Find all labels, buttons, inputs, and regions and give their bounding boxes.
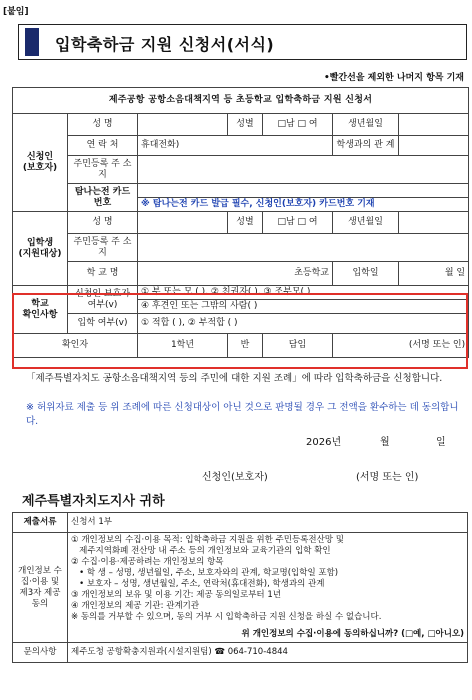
declaration-text: 「제주특별자치도 공항소음대책지역 등의 주민에 대한 지원 조례」에 따라 입학축하금을 신청합니다. — [26, 373, 443, 384]
student-admission-field[interactable]: 월 일 — [399, 262, 469, 286]
applicant-contact-label: 연 락 처 — [68, 136, 138, 156]
guardian-check-label: 신청인 보호자 여부(v) — [68, 286, 138, 314]
student-admission-label: 입학일 — [333, 262, 399, 286]
applicant-card-field[interactable] — [138, 184, 469, 198]
footer-table — [12, 512, 468, 663]
privacy-label: 개인정보 수집·이용 및 제3자 제공동의 — [13, 533, 68, 643]
applicant-sign-field[interactable]: (서명 또는 인) — [356, 472, 419, 483]
applicant-sign-label: 신청인(보호자) — [202, 472, 268, 483]
applicant-address-field[interactable] — [138, 156, 469, 184]
privacy-line: • 보호자 – 성명, 생년월일, 주소, 연락처(휴대전화), 학생과의 관계 — [71, 579, 325, 590]
submission-value: 신청서 1부 — [68, 513, 468, 533]
recipient: 제주특별자치도지사 귀하 — [22, 494, 165, 509]
privacy-line: ④ 개인정보의 제공 기관: 관계기관 — [71, 601, 200, 612]
doc-title-box — [18, 24, 467, 60]
student-name-label: 성 명 — [68, 212, 138, 234]
applicant-birth-label: 생년월일 — [333, 114, 399, 136]
student-gender-label: 성별 — [228, 212, 263, 234]
privacy-line: ※ 동의를 거부할 수 있으며, 동의 거부 시 입학축하금 지원 신청을 하실 수 없습니다. — [71, 612, 382, 623]
inquiry-value: 제주도청 공항확충지원과(시설지원팀) ☎ 064-710-4844 — [68, 643, 468, 663]
student-name-field[interactable] — [138, 212, 228, 234]
submission-label: 제출서류 — [13, 513, 68, 533]
confirmer-grade: 1학년 — [138, 334, 228, 358]
privacy-consent-question[interactable]: 위 개인정보의 수집·이용에 동의하십니까? (□예, □아니오) — [241, 629, 464, 640]
admission-check-options[interactable]: ① 적합 ( ), ② 부적합 ( ) — [138, 314, 469, 334]
student-birth-field[interactable] — [399, 212, 469, 234]
applicant-gender-options[interactable]: □남 □ 여 — [263, 114, 333, 136]
student-school-field[interactable]: 초등학교 — [138, 262, 333, 286]
refund-warning: ※ 허위자료 제출 등 위 조례에 따른 신청대상이 아닌 것으로 판명될 경우 그 전액을 환수하는 데 동의합니다. — [26, 402, 459, 427]
confirmer-sign[interactable]: (서명 또는 인) — [333, 334, 469, 358]
privacy-content — [68, 533, 468, 643]
applicant-gender-label: 성별 — [228, 114, 263, 136]
title-accent-bar — [25, 28, 39, 56]
applicant-section-label: 신청인 (보호자) — [13, 114, 68, 212]
confirmer-teacher: 담임 — [263, 334, 333, 358]
doc-title: 입학축하금 지원 신청서(서식) — [55, 35, 275, 54]
confirmer-class: 반 — [228, 334, 263, 358]
applicant-card-label: 탐나는전 카드번호 — [68, 184, 138, 212]
guardian-options-1[interactable]: ① 부 또는 모 ( ), ② 친권자( ), ③ 조부모( ) — [138, 286, 469, 300]
form-title: 제주공항 공항소음대책지역 등 초등학교 입학축하금 지원 신청서 — [13, 88, 469, 114]
applicant-card-note: ※ 탐나는전 카드 발급 필수, 신청인(보호자) 카드번호 기재 — [138, 198, 469, 212]
applicant-relation-field[interactable] — [399, 136, 469, 156]
applicant-birth-field[interactable] — [399, 114, 469, 136]
inquiry-label: 문의사항 — [13, 643, 68, 663]
privacy-line: • 학 생 – 성명, 생년월일, 주소, 보호자와의 관계, 학교명(입학일 포함) — [71, 568, 339, 579]
privacy-line: ③ 개인정보의 보유 및 이용 기간: 제공 동의일로부터 1년 — [71, 590, 281, 601]
applicant-relation-label: 학생과의 관 계 — [333, 136, 399, 156]
admission-check-label: 입학 여부(v) — [68, 314, 138, 334]
student-school-label: 학 교 명 — [68, 262, 138, 286]
date-day: 일 — [436, 437, 446, 448]
student-section-label: 입학생 (지원대상) — [13, 212, 68, 286]
date-year: 2026년 — [306, 437, 342, 448]
guardian-options-2[interactable]: ④ 후견인 또는 그밖의 사람( ) — [138, 300, 469, 314]
privacy-line: ② 수집·이용·제공하려는 개인정보의 항목 — [71, 557, 224, 568]
applicant-name-label: 성 명 — [68, 114, 138, 136]
student-birth-label: 생년월일 — [333, 212, 399, 234]
applicant-name-field[interactable] — [138, 114, 228, 136]
school-check-label: 학교 확인사항 — [13, 286, 68, 334]
privacy-line: ① 개인정보의 수집·이용 목적: 입학축하금 지원을 위한 주민등록전산망 및 — [71, 535, 344, 545]
applicant-address-label: 주민등록 주 소 지 — [68, 156, 138, 184]
confirmer-label: 확인자 — [13, 334, 138, 358]
student-gender-options[interactable]: □남 □ 여 — [263, 212, 333, 234]
privacy-line: 제주지역화폐 전산망 내 주소 등의 개인정보와 교육기관의 입학 확인 — [71, 546, 331, 557]
student-address-label: 주민등록 주 소 지 — [68, 234, 138, 262]
attachment-label: [붙임] — [3, 7, 29, 17]
student-address-field[interactable] — [138, 234, 469, 262]
applicant-contact-field[interactable]: 휴대전화) — [138, 136, 333, 156]
fill-note: •빨간선을 제외한 나머지 항목 기재 — [323, 73, 464, 83]
date-month: 월 — [380, 437, 390, 448]
school-check-highlight — [12, 293, 468, 369]
